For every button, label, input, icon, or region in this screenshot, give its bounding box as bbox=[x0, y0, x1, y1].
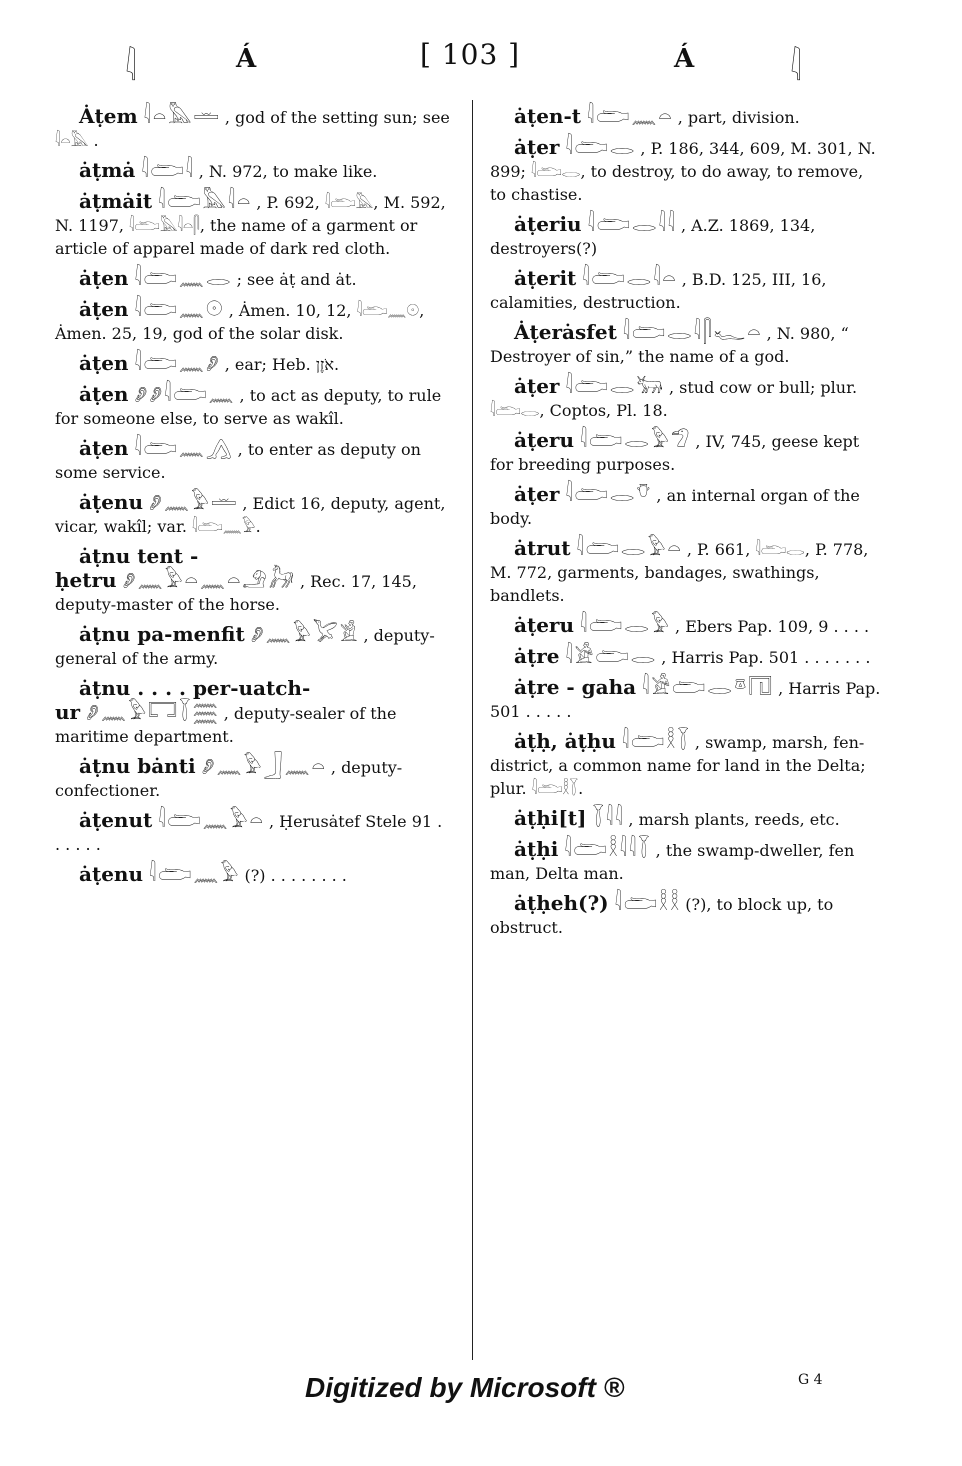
entry-headword: ȧṭeru bbox=[514, 613, 574, 637]
entry-definition: , Ȧmen. 10, 12, 𓇋𓂧𓈖𓇳, Ȧmen. 25, 19, god of the solar disk. bbox=[55, 301, 425, 343]
dictionary-entry bbox=[55, 545, 450, 616]
entry-headword: ȧṭḥi[t] bbox=[514, 806, 587, 830]
entry-definition: ; see ȧṭ and ȧt. bbox=[236, 270, 357, 289]
dictionary-entry bbox=[55, 352, 450, 376]
entry-definition: , marsh plants, reeds, etc. bbox=[628, 810, 840, 829]
dictionary-entry bbox=[490, 807, 882, 831]
hieroglyph-group: 𓇋𓂧𓂋 bbox=[565, 135, 637, 159]
hieroglyph-group: 𓇋𓂧𓈖𓅱𓏏 bbox=[158, 808, 265, 832]
entry-headword: ȧṭen bbox=[79, 266, 129, 290]
hieroglyph-group: 𓇋𓂧𓈖𓂻 bbox=[134, 436, 234, 460]
entry-definition: , deputy-confectioner. bbox=[55, 758, 403, 800]
entry-headword: ȧṭeru bbox=[514, 428, 574, 452]
hieroglyph-group: 𓇋𓂧𓈖𓏏 bbox=[587, 104, 674, 128]
hieroglyph-group: 𓇋𓂧𓎛𓇋𓇋𓇅 bbox=[564, 837, 652, 861]
dictionary-entry bbox=[55, 437, 450, 484]
entry-headword: ȧṭer bbox=[514, 135, 560, 159]
entry-headword: ȧṭen bbox=[79, 297, 129, 321]
hieroglyph-group: 𓇋𓂧𓎛𓇅 bbox=[621, 729, 691, 753]
entry-headword: ȧṭer bbox=[514, 374, 560, 398]
dictionary-entry bbox=[490, 892, 882, 939]
entry-definition: , P. 661, 𓇋𓂧𓂋, P. 778, M. 772, garments, bandages, swathings, bandlets. bbox=[490, 540, 869, 605]
hieroglyph-group: 𓂈𓈖𓅱𓏏𓈖𓏏𓄂𓃗 bbox=[122, 568, 296, 592]
entry-headword: ȧṭnu . . . . per-uatch-ur bbox=[55, 676, 311, 724]
entry-definition: , part, division. bbox=[677, 108, 800, 127]
hieroglyph-group: 𓂈𓈖𓅱𓃀𓈖𓏏 bbox=[201, 754, 327, 778]
hieroglyph-group: 𓇋𓂧𓂋𓇋𓏏 bbox=[582, 266, 678, 290]
dictionary-entry bbox=[55, 267, 450, 291]
dictionary-entry bbox=[490, 105, 882, 129]
hieroglyph-group: 𓇋𓂧𓎛𓎛 bbox=[614, 891, 682, 915]
right-column bbox=[490, 105, 882, 946]
entry-headword: ȧṭen bbox=[79, 436, 129, 460]
dictionary-entry bbox=[490, 213, 882, 260]
dictionary-entry bbox=[55, 863, 450, 887]
page-header bbox=[0, 30, 962, 89]
entry-headword: ȧṭre - gaha bbox=[514, 675, 637, 699]
dictionary-entry bbox=[55, 755, 450, 802]
hieroglyph-group: 𓇅𓇋𓇋 bbox=[592, 806, 625, 830]
entry-headword: ȧṭnu tent - ḥetru bbox=[55, 544, 199, 592]
hieroglyph-group: 𓇋𓂧𓂋𓅱 bbox=[580, 613, 672, 637]
entry-headword: ȧṭḥ, ȧṭḥu bbox=[514, 729, 616, 753]
entry-definition: , Ḥerusȧtef Stele 91 . . . . . . bbox=[55, 812, 443, 854]
entry-definition: , to act as deputy, to rule for someone else, to serve as wakîl. bbox=[55, 386, 442, 428]
entry-headword: ȧṭerit bbox=[514, 266, 577, 290]
entry-definition: , N. 980, “ Destroyer of sin,” the name of a god. bbox=[490, 324, 849, 366]
entry-headword: ȧṭen bbox=[79, 382, 129, 406]
entry-headword: ȧṭnu bȧnti bbox=[79, 754, 196, 778]
hieroglyph-group: 𓇋𓀀𓂧𓂋 bbox=[565, 644, 658, 668]
entry-headword: ȧṭnu pa-menfit bbox=[79, 622, 245, 646]
dictionary-entry bbox=[490, 321, 882, 368]
dictionary-entry bbox=[55, 623, 450, 670]
dictionary-entry bbox=[490, 375, 882, 422]
hieroglyph-group: 𓂈𓂈𓇋𓂧𓈖 bbox=[134, 382, 236, 406]
hieroglyph-group: 𓂈𓈖𓅱𓏛 bbox=[149, 490, 239, 514]
entry-definition: , IV, 745, geese kept for breeding purposes. bbox=[490, 432, 860, 474]
left-column bbox=[55, 105, 450, 894]
dictionary-entry bbox=[55, 159, 450, 183]
entry-definition: , an internal organ of the body. bbox=[490, 486, 860, 528]
header-letter-right: Á bbox=[674, 44, 695, 74]
hieroglyph-group: 𓇋𓂧𓈖𓅱 bbox=[149, 862, 241, 886]
entry-headword: ȧṭre bbox=[514, 644, 560, 668]
hieroglyph-group: 𓇋𓂧𓈖𓂋 bbox=[134, 266, 233, 290]
dictionary-entry bbox=[490, 838, 882, 885]
signature-mark: G 4 bbox=[798, 1372, 823, 1388]
hieroglyph-group: 𓇋𓂧𓂋𓅱𓅿 bbox=[580, 428, 692, 452]
entry-definition: , Rec. 17, 145, deputy-master of the horse. bbox=[55, 572, 417, 614]
hieroglyph-group: 𓇋𓂧𓅓𓇋𓏏 bbox=[158, 189, 253, 213]
entry-definition: (?) . . . . . . . . bbox=[244, 866, 347, 885]
entry-definition: , Harris Pap. 501 . . . . . . . bbox=[661, 648, 871, 667]
entry-definition: , Ebers Pap. 109, 9 . . . . bbox=[675, 617, 870, 636]
entry-headword: ȧṭḥeh(?) bbox=[514, 891, 609, 915]
entry-headword: ȧṭmȧit bbox=[79, 189, 153, 213]
entry-definition: , Edict 16, deputy, agent, vicar, wakîl; var. 𓇋𓂧𓈖𓅱. bbox=[55, 494, 446, 536]
entry-definition: , N. 972, to make like. bbox=[198, 162, 378, 181]
dictionary-entry bbox=[490, 676, 882, 723]
hieroglyph-group: 𓇋𓂧𓂋𓇋𓋴𓆑𓏏 bbox=[622, 320, 763, 344]
hieroglyph-group: 𓇋𓂧𓂋𓄣 bbox=[565, 482, 653, 506]
entry-headword: ȧṭer bbox=[514, 482, 560, 506]
entry-headword: ȧtrut bbox=[514, 536, 571, 560]
dictionary-entry bbox=[55, 383, 450, 430]
column-divider bbox=[472, 100, 473, 1360]
entry-definition: , swamp, marsh, fen-district, a common name for land in the Delta; plur. 𓇋𓂧𓎛𓇅. bbox=[490, 733, 866, 798]
entry-definition: , Harris Pap. 501 . . . . . bbox=[490, 679, 881, 721]
hieroglyph-group: 𓇋𓂧𓇋 bbox=[141, 158, 195, 182]
entry-definition: , B.D. 125, III, 16, calamities, destruction. bbox=[490, 270, 827, 312]
entry-headword: Ȧṭem bbox=[79, 104, 138, 128]
entry-headword: ȧṭenu bbox=[79, 490, 144, 514]
dictionary-entry bbox=[55, 190, 450, 260]
dictionary-entry bbox=[55, 491, 450, 538]
dictionary-entry bbox=[490, 429, 882, 476]
dictionary-entry bbox=[490, 537, 882, 607]
dictionary-entry bbox=[490, 614, 882, 638]
dictionary-entry bbox=[490, 483, 882, 530]
entry-definition: , P. 692, 𓇋𓂧𓅓, M. 592, N. 1197, 𓇋𓂧𓅓𓇋𓏏𓋴, the name of a garment or article of apparel made of dark red cloth. bbox=[55, 193, 446, 258]
dictionary-entry bbox=[490, 267, 882, 314]
dictionary-entry bbox=[55, 677, 450, 748]
entry-definition: , the swamp-dweller, fen man, Delta man. bbox=[490, 841, 855, 883]
hieroglyph-group: 𓇋𓂧𓂋𓅱𓏏 bbox=[576, 536, 683, 560]
entry-definition: , to enter as deputy on some service. bbox=[55, 440, 421, 482]
entry-definition: , deputy-general of the army. bbox=[55, 626, 435, 668]
entry-headword: ȧṭen bbox=[79, 351, 129, 375]
entry-headword: Ȧṭerȧsfet bbox=[514, 320, 617, 344]
entry-headword: ȧṭmȧ bbox=[79, 158, 136, 182]
entry-headword: ȧṭen-t bbox=[514, 104, 582, 128]
entry-definition: , stud cow or bull; plur. 𓇋𓂧𓂋, Coptos, Pl. 18. bbox=[490, 378, 858, 420]
digitized-notice: Digitized by Microsoft ® bbox=[305, 1372, 625, 1403]
header-letter-left: Á bbox=[236, 44, 257, 74]
dictionary-entry bbox=[55, 809, 450, 856]
dictionary-entry bbox=[490, 645, 882, 669]
reed-glyph-icon: 𓇋 bbox=[790, 49, 802, 89]
dictionary-entry bbox=[55, 105, 450, 152]
hieroglyph-group: 𓇋𓀀𓂧𓂋𓎼𓉔 bbox=[642, 675, 775, 699]
hieroglyph-group: 𓇋𓂧𓈖𓂈 bbox=[134, 351, 221, 375]
entry-headword: ȧṭeriu bbox=[514, 212, 582, 236]
entry-definition: , god of the setting sun; see 𓇋𓏏𓅓 . bbox=[55, 108, 450, 150]
entry-definition: (?), to block up, to obstruct. bbox=[490, 895, 834, 937]
dictionary-entry bbox=[490, 136, 882, 206]
entry-headword: ȧṭenu bbox=[79, 862, 144, 886]
hieroglyph-group: 𓂈𓈖𓅱𓅯𓀃 bbox=[250, 622, 360, 646]
entry-definition: , ear; Heb. אֹזֶן. bbox=[224, 355, 340, 374]
hieroglyph-group: 𓇋𓂧𓂋𓇋𓇋 bbox=[587, 212, 677, 236]
entry-definition: , A.Z. 1869, 134, destroyers(?) bbox=[490, 216, 816, 258]
page-number: [ 103 ] bbox=[420, 38, 521, 71]
hieroglyph-group: 𓂈𓈖𓅱𓉐𓇅𓈗 bbox=[86, 700, 220, 724]
entry-headword: ȧṭenut bbox=[79, 808, 153, 832]
dictionary-entry bbox=[55, 298, 450, 345]
entry-headword: ȧṭḥi bbox=[514, 837, 559, 861]
hieroglyph-group: 𓇋𓂧𓂋𓃒 bbox=[565, 374, 665, 398]
dictionary-entry bbox=[490, 730, 882, 800]
entry-definition: , deputy-sealer of the maritime department. bbox=[55, 704, 397, 746]
reed-glyph-icon: 𓇋 bbox=[125, 49, 137, 89]
entry-definition: , P. 186, 344, 609, M. 301, N. 899; 𓇋𓂧𓂋, to destroy, to do away, to remove, to chastise. bbox=[490, 139, 876, 204]
hieroglyph-group: 𓇋𓂧𓈖𓇳 bbox=[134, 297, 225, 321]
hieroglyph-group: 𓇋𓏏𓅓𓏛 bbox=[143, 104, 221, 128]
